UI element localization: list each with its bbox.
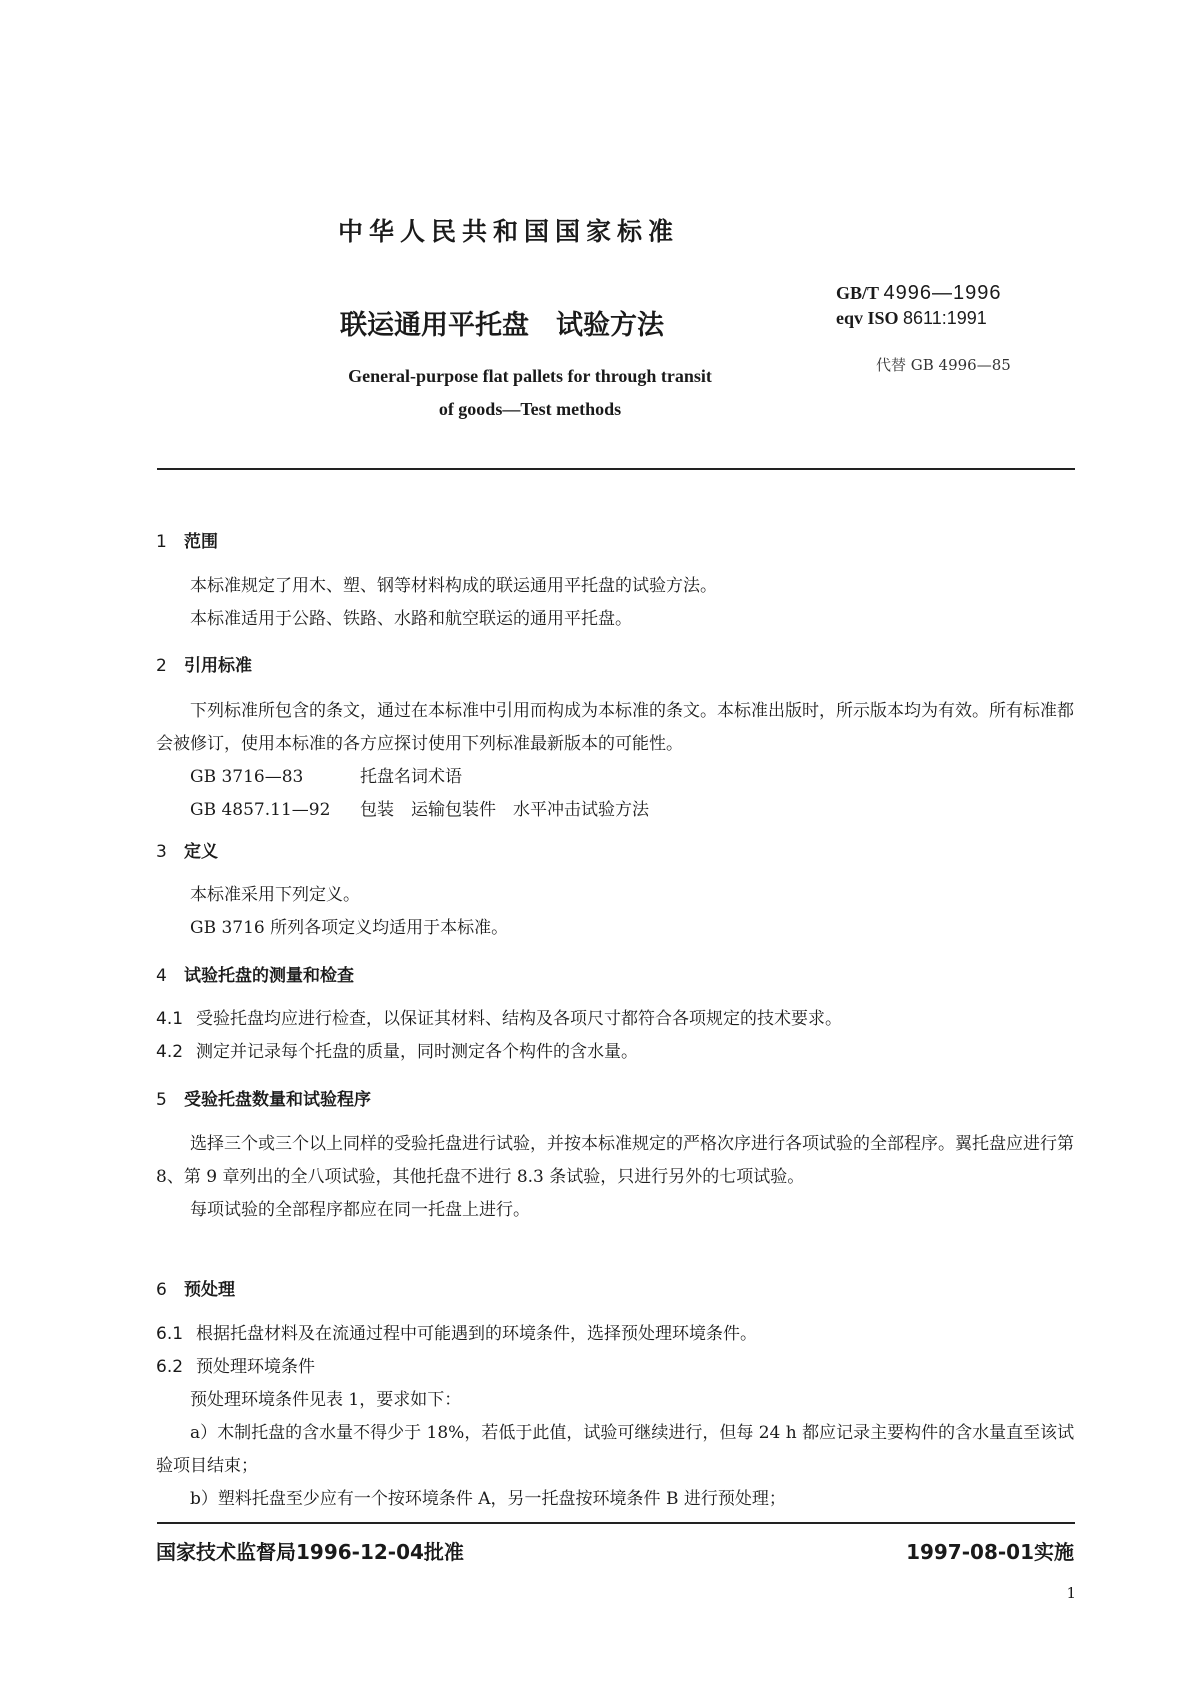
section-1 <box>156 530 1076 554</box>
clause-item: 4.1 受验托盘均应进行检查，以保证其材料、结构及各项尺寸都符合各项规定的技术要求。 <box>156 1009 842 1029</box>
clause-item: 4.2 测定并记录每个托盘的质量，同时测定各个构件的含水量。 <box>156 1042 638 1062</box>
section-heading: 5 受验托盘数量和试验程序 <box>156 1090 371 1110</box>
eqv-prefix: eqv ISO <box>836 308 899 328</box>
effective-date: 1997-08-01实施 <box>906 1540 1074 1564</box>
replaces-standard: 代替 GB 4996—85 <box>876 356 1011 374</box>
clause-item: 6.2 预处理环境条件 <box>156 1357 315 1377</box>
paragraph: 每项试验的全部程序都应在同一托盘上进行。 <box>190 1200 530 1220</box>
section-heading: 6 预处理 <box>156 1280 235 1300</box>
reference-item: GB 4857.11—92 包装 运输包装件 水平冲击试验方法 <box>190 800 649 820</box>
document-title-en <box>300 360 760 426</box>
section-heading: 4 试验托盘的测量和检查 <box>156 966 354 986</box>
section-3-body <box>156 879 1076 945</box>
standard-prefix: GB/T <box>836 283 880 303</box>
section-heading: 2 引用标准 <box>156 656 252 676</box>
document-title-cn: 联运通用平托盘 试验方法 <box>340 310 664 341</box>
clause-item: 6.1 根据托盘材料及在流通过程中可能遇到的环境条件，选择预处理环境条件。 <box>156 1324 757 1344</box>
section-2 <box>156 654 1076 678</box>
approval-date: 国家技术监督局1996-12-04批准 <box>156 1540 464 1564</box>
equivalent-code <box>836 308 987 329</box>
section-heading: 1 范围 <box>156 532 218 552</box>
paragraph: 本标准采用下列定义。 <box>190 885 360 905</box>
section-1-body <box>156 570 1076 636</box>
section-heading: 3 定义 <box>156 842 218 862</box>
paragraph: 选择三个或三个以上同样的受验托盘进行试验，并按本标准规定的严格次序进行各项试验的全部程序。翼托盘应进行第 8、第 9 章列出的全八项试验，其他托盘不进行 8.3 条试验，只进行另外的七项试验。 <box>156 1134 1074 1187</box>
section-5 <box>156 1088 1076 1112</box>
section-5-body <box>156 1128 1076 1227</box>
standard-code <box>836 282 1002 305</box>
paragraph: GB 3716 所列各项定义均适用于本标准。 <box>190 918 509 938</box>
reference-item: GB 3716—83 托盘名词术语 <box>190 767 462 787</box>
section-2-body <box>156 695 1076 827</box>
header-divider <box>157 468 1075 470</box>
page-number: 1 <box>1066 1584 1076 1602</box>
section-3 <box>156 840 1076 864</box>
section-6 <box>156 1278 1076 1302</box>
section-6-body <box>156 1318 1076 1516</box>
standard-number: 4996—1996 <box>883 282 1002 304</box>
country-standard-title: 中华人民共和国国家标准 <box>338 217 680 246</box>
paragraph: 本标准规定了用木、塑、钢等材料构成的联运通用平托盘的试验方法。 <box>190 576 717 596</box>
title-en-line1: General-purpose flat pallets for through transit <box>348 366 712 386</box>
eqv-number: 8611:1991 <box>903 308 987 328</box>
list-item-b: b）塑料托盘至少应有一个按环境条件 A，另一托盘按环境条件 B 进行预处理； <box>190 1489 786 1509</box>
paragraph: 下列标准所包含的条文，通过在本标准中引用而构成为本标准的条文。本标准出版时，所示版本均为有效。所有标准都会被修订，使用本标准的各方应探讨使用下列标准最新版本的可能性。 <box>156 701 1074 754</box>
title-en-line2: of goods—Test methods <box>438 399 622 419</box>
section-4-body <box>156 1003 1076 1069</box>
section-4 <box>156 964 1076 988</box>
list-item-a: a）木制托盘的含水量不得少于 18%，若低于此值，试验可继续进行，但每 24 h 都应记录主要构件的含水量直至该试验项目结束； <box>156 1423 1075 1476</box>
footer-divider <box>157 1522 1075 1524</box>
paragraph: 本标准适用于公路、铁路、水路和航空联运的通用平托盘。 <box>190 609 632 629</box>
paragraph: 预处理环境条件见表 1，要求如下： <box>190 1390 462 1410</box>
